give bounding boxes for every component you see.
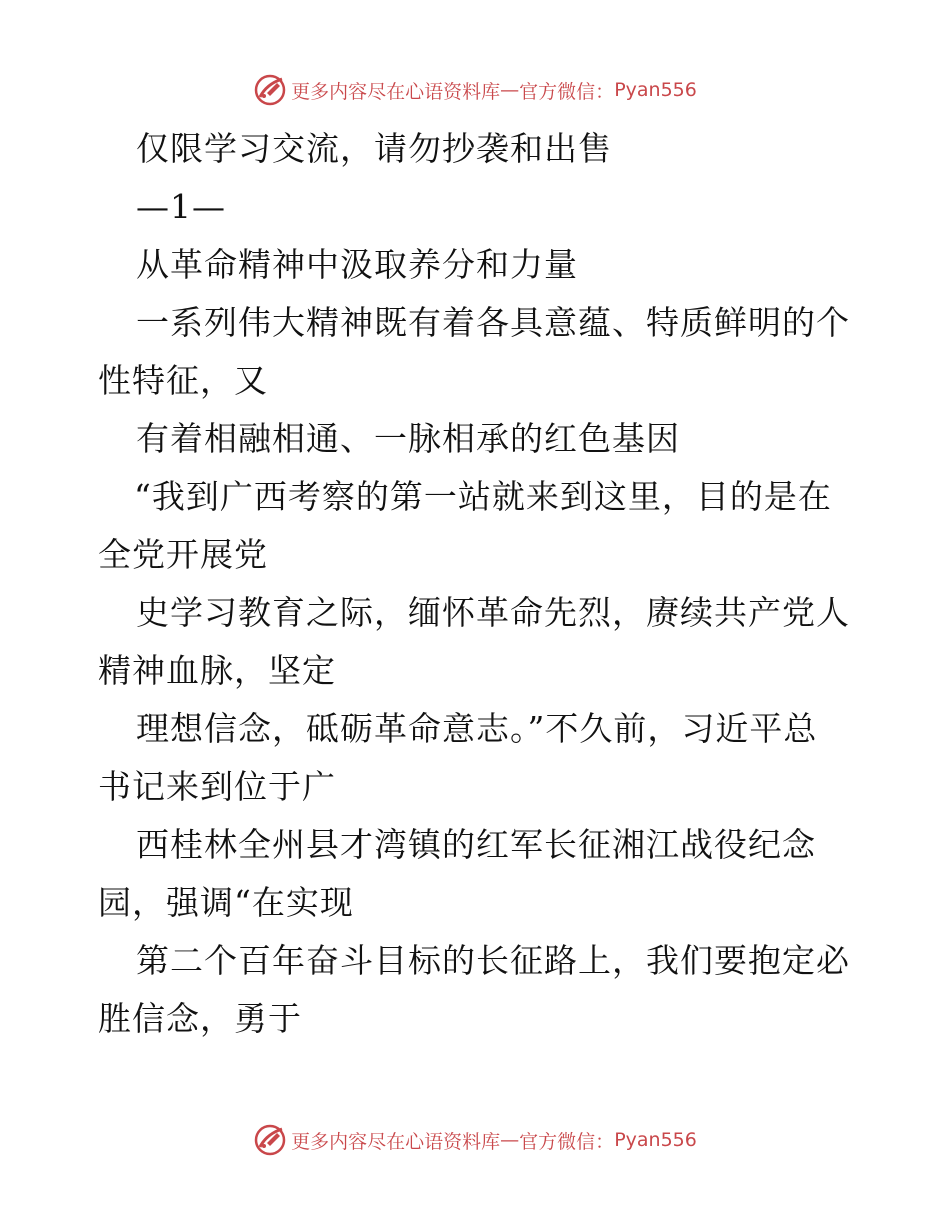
- watermark-dash: —: [500, 79, 520, 101]
- paragraph-line: 性特征，又: [98, 361, 268, 400]
- paragraph-line: 精神血脉，坚定: [98, 651, 336, 690]
- paragraph-line: 全党开展党: [98, 535, 268, 574]
- notice-line: 仅限学习交流，请勿抄袭和出售: [136, 129, 612, 168]
- article-title: 从革命精神中汲取养分和力量: [136, 245, 578, 284]
- document-body: [98, 120, 858, 1048]
- watermark-suffix: 官方微信：: [519, 80, 615, 103]
- footer-watermark: [0, 1120, 950, 1160]
- watermark-text: 更多内容尽在心语资料库: [291, 1130, 501, 1153]
- pen-circle-logo-icon: [253, 1123, 287, 1157]
- paragraph-line: 一系列伟大精神既有着各具意蕴、特质鲜明的个: [136, 303, 850, 342]
- watermark-dash: —: [500, 1129, 520, 1151]
- page-number: —1—: [136, 187, 226, 226]
- paragraph-line: 理想信念，砥砺革命意志。”不久前，习近平总: [136, 709, 818, 748]
- watermark-id: Pyan556: [614, 79, 697, 101]
- watermark-suffix: 官方微信：: [519, 1130, 615, 1153]
- paragraph-line: 第二个百年奋斗目标的长征路上，我们要抱定必: [136, 941, 850, 980]
- paragraph-line: 西桂林全州县才湾镇的红军长征湘江战役纪念: [136, 825, 816, 864]
- watermark-text: 更多内容尽在心语资料库: [291, 80, 501, 103]
- paragraph-line: 史学习教育之际，缅怀革命先烈，赓续共产党人: [136, 593, 850, 632]
- pen-circle-logo-icon: [253, 73, 287, 107]
- header-watermark: [0, 70, 950, 110]
- paragraph-line: 书记来到位于广: [98, 767, 336, 806]
- paragraph-line: 胜信念，勇于: [98, 999, 302, 1038]
- watermark-id: Pyan556: [614, 1129, 697, 1151]
- paragraph-line: 园，强调“在实现: [98, 883, 354, 922]
- paragraph-line: “我到广西考察的第一站就来到这里，目的是在: [134, 477, 832, 516]
- paragraph-line: 有着相融相通、一脉相承的红色基因: [136, 419, 680, 458]
